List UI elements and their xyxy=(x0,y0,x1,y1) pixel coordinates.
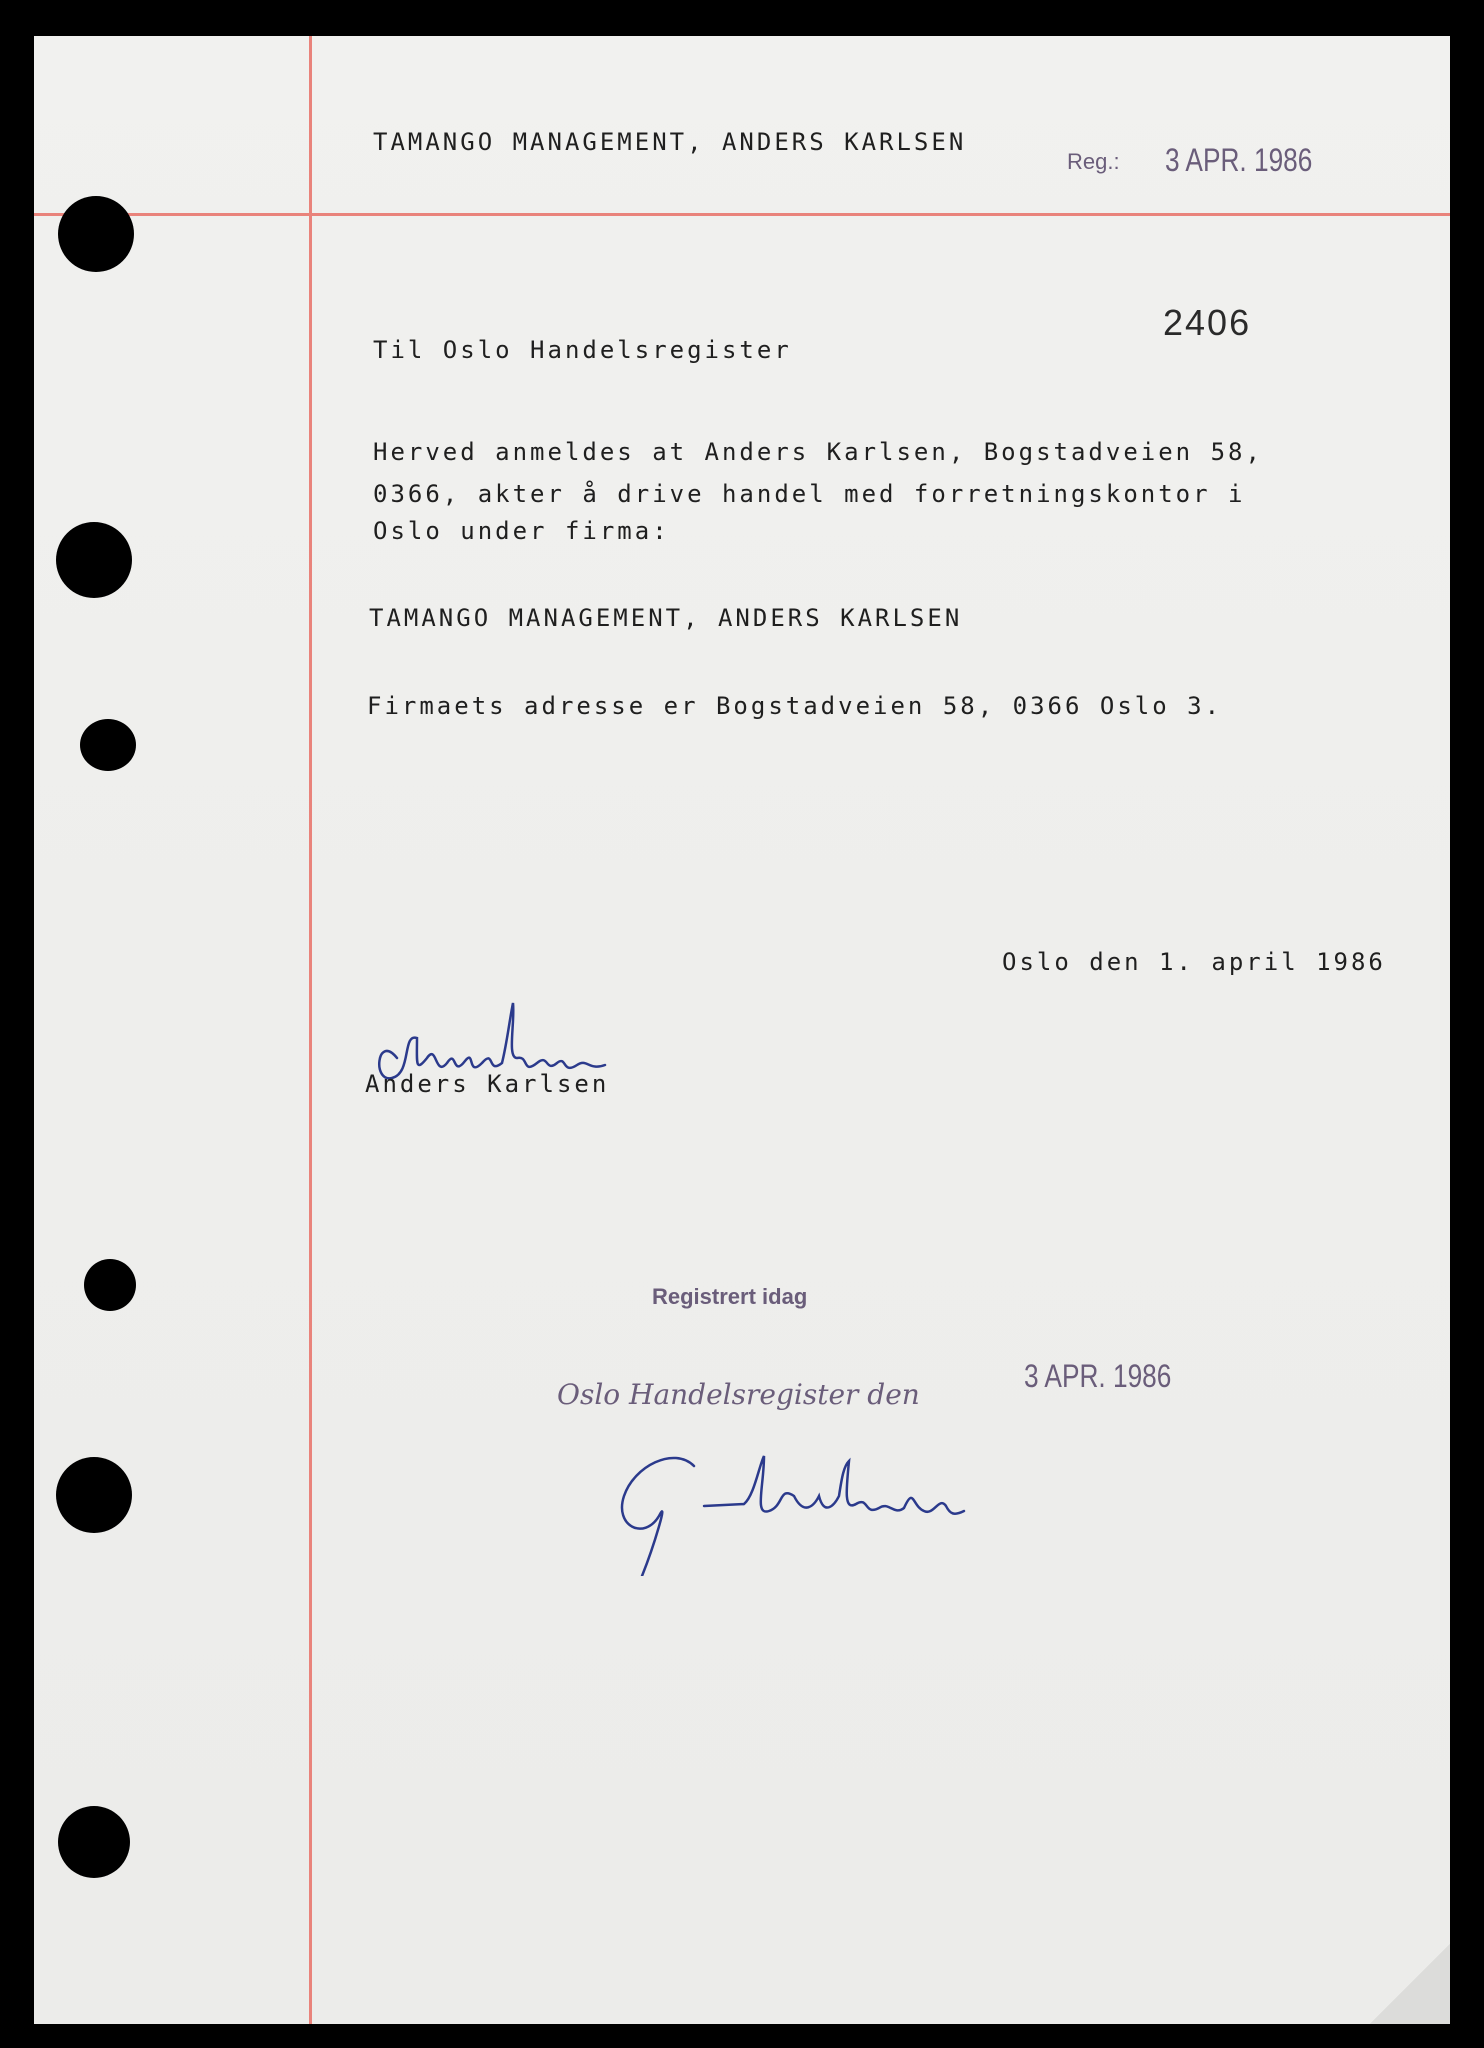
punch-hole xyxy=(84,1259,136,1311)
registered-today-stamp: Registrert idag xyxy=(652,1284,808,1309)
letterhead: TAMANGO MANAGEMENT, ANDERS KARLSEN xyxy=(373,128,967,156)
received-stamp-label: Reg.: xyxy=(1067,149,1120,174)
punch-hole xyxy=(58,196,134,272)
firm-address: Firmaets adresse er Bogstadveien 58, 0366 Oslo 3. xyxy=(367,692,1223,720)
applicant-signature xyxy=(357,963,657,1123)
margin-line-vertical xyxy=(309,36,312,2024)
body-line-1: Herved anmeldes at Anders Karlsen, Bogstadveien 58, xyxy=(373,438,1263,466)
registrar-signature xyxy=(594,1426,1054,1576)
firm-name: TAMANGO MANAGEMENT, ANDERS KARLSEN xyxy=(369,604,963,632)
register-line-stamp: Oslo Handelsregister den xyxy=(557,1378,920,1411)
margin-line-horizontal xyxy=(34,213,1450,216)
punch-hole xyxy=(56,1457,132,1533)
punch-hole xyxy=(58,1806,130,1878)
document-page xyxy=(34,36,1450,2024)
registration-stamp-date: 3 APR. 1986 xyxy=(1024,1358,1172,1394)
place-date: Oslo den 1. april 1986 xyxy=(1002,948,1386,976)
punch-hole xyxy=(80,719,136,771)
received-stamp-date: 3 APR. 1986 xyxy=(1165,142,1313,178)
signatory-name: Anders Karlsen xyxy=(365,1070,610,1098)
recipient: Til Oslo Handelsregister xyxy=(373,336,792,364)
body-line-2: 0366, akter å drive handel med forretningskontor i xyxy=(373,480,1246,508)
document-number: 2406 xyxy=(1163,302,1252,343)
punch-hole xyxy=(56,522,132,598)
folded-corner xyxy=(1370,1944,1450,2024)
body-line-3: Oslo under firma: xyxy=(373,517,670,545)
